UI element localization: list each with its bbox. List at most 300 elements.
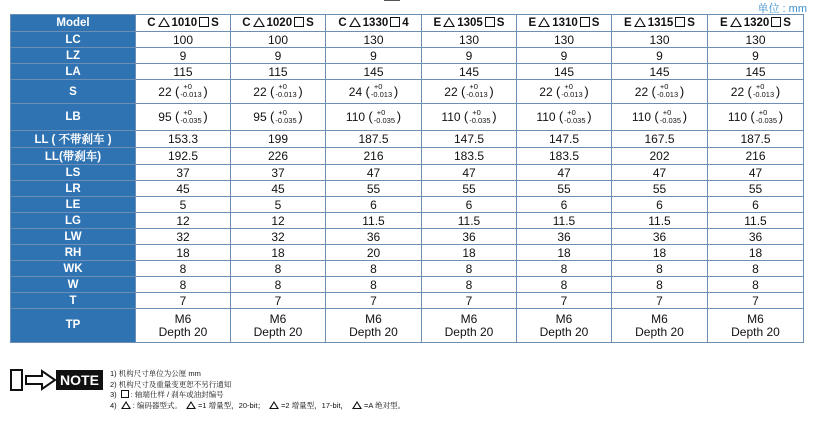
cell-value: 187.5 (358, 132, 389, 146)
row-label: TP (11, 309, 136, 343)
table-row (11, 277, 804, 293)
cell-value: 18 (557, 245, 571, 260)
tolerance-lower: -0.013 (370, 90, 393, 100)
cell-value: 6 (752, 197, 759, 212)
table-row (11, 64, 804, 80)
model-prefix: C (338, 17, 347, 29)
tolerance-lower: -0.035 (469, 115, 491, 125)
cell-value: 8 (274, 277, 282, 292)
tolerance (755, 107, 778, 125)
table-cell (612, 245, 708, 261)
model-suffix: S (783, 17, 791, 29)
model-header-cell (136, 15, 231, 32)
table-cell (708, 181, 804, 197)
cell-value: 192.5 (167, 149, 199, 163)
tolerance-upper: +0 (472, 107, 481, 117)
note-line-2: 2) 机构尺寸及重量变更恕不另行通知 (110, 379, 232, 389)
table-cell (612, 104, 708, 131)
model-number: 1320 (743, 17, 770, 29)
cell-value: M6 (269, 311, 287, 326)
cell-value: 11.5 (362, 213, 385, 228)
table-cell (517, 80, 612, 104)
cell-value: 110 (536, 110, 556, 125)
table-cell (422, 181, 517, 197)
table-cell (708, 277, 804, 293)
tolerance-upper: +0 (564, 82, 573, 92)
cell-value: 153.3 (167, 132, 199, 146)
tolerance-upper: +0 (567, 107, 576, 117)
table-cell (136, 277, 231, 293)
tolerance (469, 107, 491, 125)
table-cell (326, 80, 422, 104)
table-cell (612, 197, 708, 213)
paren-open: ( (270, 83, 275, 99)
table-cell (612, 64, 708, 80)
table-cell (326, 131, 422, 148)
cell-value: 6 (560, 197, 568, 212)
tolerance (656, 82, 679, 100)
cell-value: 187.5 (740, 132, 771, 146)
tolerance-lower: -0.013 (466, 90, 488, 100)
cell-value: 55 (462, 181, 476, 196)
table-cell (517, 131, 612, 148)
cell-value: 199 (267, 132, 289, 146)
row-label: LZ (11, 48, 136, 64)
cell-value: 145 (363, 64, 384, 79)
cell-value: 11.5 (457, 213, 481, 228)
cell-value: 18 (652, 245, 667, 260)
table-cell (231, 245, 326, 261)
tolerance (180, 82, 202, 100)
model-number: 1020 (266, 17, 293, 29)
table-row (11, 165, 804, 181)
note-line-4: 4) : 编码器型式。 =1 增量型，20-bit； =2 增量型，17-bit， =A 绝对型。 (110, 400, 406, 410)
table-cell (422, 245, 517, 261)
cell-value: 8 (179, 261, 187, 276)
row-label: RH (11, 245, 136, 261)
paren-close: ) (396, 109, 402, 125)
square-icon (485, 17, 495, 27)
cell-value: 115 (268, 64, 288, 79)
table-row (11, 197, 804, 213)
cell-value: 6 (656, 197, 663, 212)
cell-value: 22 (158, 84, 172, 99)
table-cell (422, 148, 517, 165)
table-cell (231, 197, 326, 213)
cell-value: 147.5 (453, 132, 485, 146)
cell-value: 22 (253, 84, 267, 99)
triangle-icon (349, 17, 361, 27)
table-cell (136, 197, 231, 213)
cell-value: 22 (730, 84, 745, 99)
table-cell (612, 293, 708, 309)
cell-value: 7 (656, 293, 663, 308)
model-prefix: C (147, 17, 156, 29)
table-cell (326, 293, 422, 309)
paren-open: ( (461, 83, 466, 99)
table-cell (231, 277, 326, 293)
tolerance-upper: +0 (662, 107, 672, 117)
cell-value: 7 (274, 293, 282, 308)
cell-value: 183.5 (548, 149, 580, 163)
row-label: LB (11, 104, 136, 131)
cell-value: 145 (553, 64, 575, 79)
row-label: LL(带刹车) (11, 148, 136, 165)
table-cell (422, 229, 517, 245)
cell-value: 7 (370, 293, 377, 308)
cell-value: 22 (634, 84, 649, 99)
square-icon (294, 17, 304, 27)
tolerance-upper: +0 (376, 107, 386, 117)
model-number: 1010 (171, 17, 198, 29)
cell-value-2: Depth 20 (158, 324, 208, 339)
table-cell (326, 197, 422, 213)
cell-value: 110 (441, 110, 461, 125)
row-label: LC (11, 32, 136, 48)
tolerance-lower: -0.013 (275, 90, 297, 100)
model-prefix: C (242, 17, 251, 29)
tolerance-lower: -0.035 (180, 115, 202, 125)
note-line-1: 1) 机构尺寸单位为公厘 mm (110, 369, 201, 378)
table-cell (326, 48, 422, 64)
tolerance-upper: +0 (469, 82, 478, 92)
row-label: LR (11, 181, 136, 197)
table-cell (517, 104, 612, 131)
header-rule (384, 0, 400, 4)
cell-value: 55 (557, 181, 571, 196)
cell-value: 37 (176, 165, 190, 180)
tolerance-upper: +0 (278, 82, 287, 92)
table-row (11, 32, 804, 48)
table-cell (612, 80, 708, 104)
cell-value: 11.5 (648, 213, 671, 228)
paren-close: ) (489, 83, 494, 99)
table-cell (517, 309, 612, 343)
cell-value: 8 (465, 277, 473, 292)
table-cell (708, 293, 804, 309)
table-cell (517, 277, 612, 293)
tolerance-lower: -0.035 (373, 115, 396, 125)
cell-value: 9 (465, 48, 473, 63)
table-cell (231, 131, 326, 148)
cell-value: 6 (465, 197, 473, 212)
cell-value: 55 (748, 181, 763, 196)
cell-value: 183.5 (453, 149, 485, 163)
tolerance (659, 107, 682, 125)
cell-value: 130 (363, 32, 384, 47)
cell-value: 95 (253, 110, 267, 125)
cell-value: 9 (370, 48, 377, 63)
table-cell (612, 261, 708, 277)
cell-value: 36 (462, 229, 476, 244)
tolerance (275, 82, 297, 100)
table-cell (231, 48, 326, 64)
table-cell (612, 148, 708, 165)
paren-open: ( (365, 83, 370, 99)
row-label: LL ( 不带刹车 ) (11, 131, 136, 148)
cell-value: 37 (271, 165, 285, 180)
tolerance-lower: -0.035 (755, 115, 778, 125)
cell-value: 47 (462, 165, 476, 180)
table-row (11, 293, 804, 309)
table-cell (708, 148, 804, 165)
table-cell (231, 261, 326, 277)
cell-value: M6 (555, 311, 573, 326)
table-cell (422, 165, 517, 181)
paren-close: ) (682, 109, 688, 125)
paren-open: ( (654, 109, 659, 125)
tolerance-upper: +0 (183, 82, 192, 92)
cell-value: 110 (727, 110, 748, 125)
cell-value: 130 (649, 32, 670, 47)
row-label: LW (11, 229, 136, 245)
tolerance (373, 107, 396, 125)
paren-close: ) (679, 83, 685, 99)
triangle-icon (186, 401, 196, 409)
table-cell (708, 245, 804, 261)
cell-value: 110 (345, 110, 366, 125)
cell-value: 11.5 (552, 213, 576, 228)
row-label: WK (11, 261, 136, 277)
triangle-icon (634, 17, 646, 27)
cell-value: 216 (363, 149, 384, 163)
paren-open: ( (270, 109, 275, 125)
table-cell (708, 131, 804, 148)
table-cell (612, 165, 708, 181)
table-cell (231, 64, 326, 80)
model-number: 1315 (647, 17, 674, 29)
table-cell (612, 277, 708, 293)
cell-value: 20 (366, 245, 381, 260)
cell-value: 145 (649, 64, 670, 79)
paren-close: ) (298, 109, 303, 125)
cell-value: 145 (745, 64, 766, 79)
cell-value: 216 (745, 149, 766, 163)
triangle-icon (443, 17, 455, 27)
cell-value: 36 (557, 229, 571, 244)
table-cell (136, 181, 231, 197)
model-header-cell (231, 15, 326, 32)
table-cell (136, 165, 231, 181)
table-cell (326, 229, 422, 245)
row-label: LA (11, 64, 136, 80)
table-cell (708, 104, 804, 131)
cell-value: 8 (752, 277, 759, 292)
table-cell (422, 48, 517, 64)
table-cell (231, 104, 326, 131)
table-cell (517, 213, 612, 229)
note-line-3: 3) : 轴端仕样 / 刹车或油封编号 (110, 390, 224, 399)
cell-value: 36 (366, 229, 381, 244)
cell-value: M6 (174, 311, 192, 326)
header-row (11, 15, 804, 32)
cell-value: 8 (560, 261, 568, 276)
table-row (11, 48, 804, 64)
table-cell (517, 48, 612, 64)
table-cell (422, 261, 517, 277)
table-cell (231, 229, 326, 245)
table-cell (517, 181, 612, 197)
tolerance-upper: +0 (755, 82, 765, 92)
cell-value: 55 (366, 181, 381, 196)
table-cell (231, 213, 326, 229)
model-header-cell (612, 15, 708, 32)
square-icon (771, 17, 781, 27)
cell-value: 9 (752, 48, 759, 63)
table-row (11, 309, 804, 343)
triangle-icon (121, 401, 131, 409)
cell-value: 226 (267, 149, 289, 163)
table-cell (136, 229, 231, 245)
table-cell (422, 277, 517, 293)
tolerance-upper: +0 (278, 107, 287, 117)
cell-value: 18 (462, 245, 476, 260)
paren-close: ) (393, 83, 399, 99)
cell-value: 12 (176, 213, 190, 228)
table-cell (422, 131, 517, 148)
cell-value: 32 (271, 229, 285, 244)
table-cell (136, 104, 231, 131)
cell-value: 36 (652, 229, 667, 244)
cell-value: 8 (370, 277, 377, 292)
tolerance-lower: -0.013 (752, 90, 775, 100)
paren-close: ) (775, 83, 781, 99)
paren-open: ( (651, 83, 656, 99)
table-cell (422, 64, 517, 80)
paren-open: ( (750, 109, 755, 125)
row-label: T (11, 293, 136, 309)
cell-value: M6 (365, 311, 382, 326)
table-cell (708, 48, 804, 64)
table-cell (326, 213, 422, 229)
cell-value-2: Depth 20 (253, 324, 303, 339)
table-cell (326, 64, 422, 80)
cell-value: 24 (348, 84, 363, 99)
cell-value: 32 (176, 229, 190, 244)
tolerance (370, 82, 393, 100)
cell-value: 100 (267, 32, 289, 47)
cell-value: 7 (465, 293, 473, 308)
row-label: LG (11, 213, 136, 229)
tolerance-lower: -0.035 (275, 115, 297, 125)
table-cell (136, 64, 231, 80)
table-cell (708, 64, 804, 80)
table-row (11, 104, 804, 131)
triangle-icon (269, 401, 279, 409)
table-cell (326, 261, 422, 277)
model-suffix: S (211, 17, 219, 29)
model-number: 1305 (457, 17, 483, 29)
table-cell (136, 48, 231, 64)
note-label: NOTE (60, 372, 99, 388)
triangle-icon (538, 17, 550, 27)
table-cell (231, 293, 326, 309)
model-prefix: E (528, 17, 537, 29)
cell-value: 5 (274, 197, 282, 212)
cell-value: 18 (271, 245, 285, 260)
table-cell (326, 277, 422, 293)
cell-value: M6 (651, 311, 668, 326)
table-cell (517, 148, 612, 165)
square-icon (121, 390, 129, 398)
table-row (11, 181, 804, 197)
cell-value: 130 (745, 32, 766, 47)
paren-close: ) (587, 109, 592, 125)
triangle-icon (730, 17, 742, 27)
tolerance-upper: +0 (183, 107, 192, 117)
paren-open: ( (747, 83, 752, 99)
cell-value: 18 (176, 245, 190, 260)
paren-close: ) (778, 109, 784, 125)
table-row (11, 245, 804, 261)
tolerance (466, 82, 488, 100)
table-cell (517, 293, 612, 309)
table-cell (612, 229, 708, 245)
model-suffix: S (496, 17, 505, 29)
table-cell (326, 165, 422, 181)
cell-value: 115 (173, 64, 193, 79)
tolerance (180, 107, 202, 125)
paren-close: ) (298, 83, 303, 99)
cell-value: 130 (553, 32, 575, 47)
tolerance (561, 82, 583, 100)
model-prefix: E (624, 17, 632, 29)
cell-value-2: Depth 20 (731, 324, 780, 339)
table-cell (517, 165, 612, 181)
table-cell (231, 148, 326, 165)
square-icon (675, 17, 685, 27)
cell-value: M6 (460, 311, 478, 326)
cell-value: 8 (179, 277, 187, 292)
table-cell (422, 32, 517, 48)
table-cell (612, 32, 708, 48)
paren-close: ) (584, 83, 589, 99)
cell-value: 5 (179, 197, 187, 212)
notes-block (110, 369, 405, 411)
cell-value: 47 (652, 165, 667, 180)
cell-value: 8 (656, 277, 663, 292)
tolerance-lower: -0.035 (564, 115, 586, 125)
paren-open: ( (558, 109, 564, 125)
paren-open: ( (463, 109, 469, 125)
table-cell (231, 32, 326, 48)
table-cell (422, 213, 517, 229)
square-icon (390, 17, 400, 27)
model-header: Model (11, 15, 136, 32)
table-cell (136, 80, 231, 104)
table-cell (612, 131, 708, 148)
cell-value: 8 (656, 261, 663, 276)
tolerance-lower: -0.013 (561, 90, 583, 100)
model-suffix: S (687, 17, 695, 29)
table-cell (326, 104, 422, 131)
model-number: 1310 (552, 17, 578, 29)
cell-value: M6 (747, 311, 764, 326)
cell-value: 18 (748, 245, 763, 260)
table-cell (517, 245, 612, 261)
paren-open: ( (175, 109, 180, 125)
table-cell (708, 32, 804, 48)
cell-value: 12 (271, 213, 285, 228)
table-cell (422, 309, 517, 343)
cell-value: 11.5 (744, 213, 767, 228)
table-cell (517, 64, 612, 80)
table-cell (231, 181, 326, 197)
table-cell (136, 245, 231, 261)
table-cell (136, 261, 231, 277)
tolerance (275, 107, 297, 125)
table-cell (136, 309, 231, 343)
